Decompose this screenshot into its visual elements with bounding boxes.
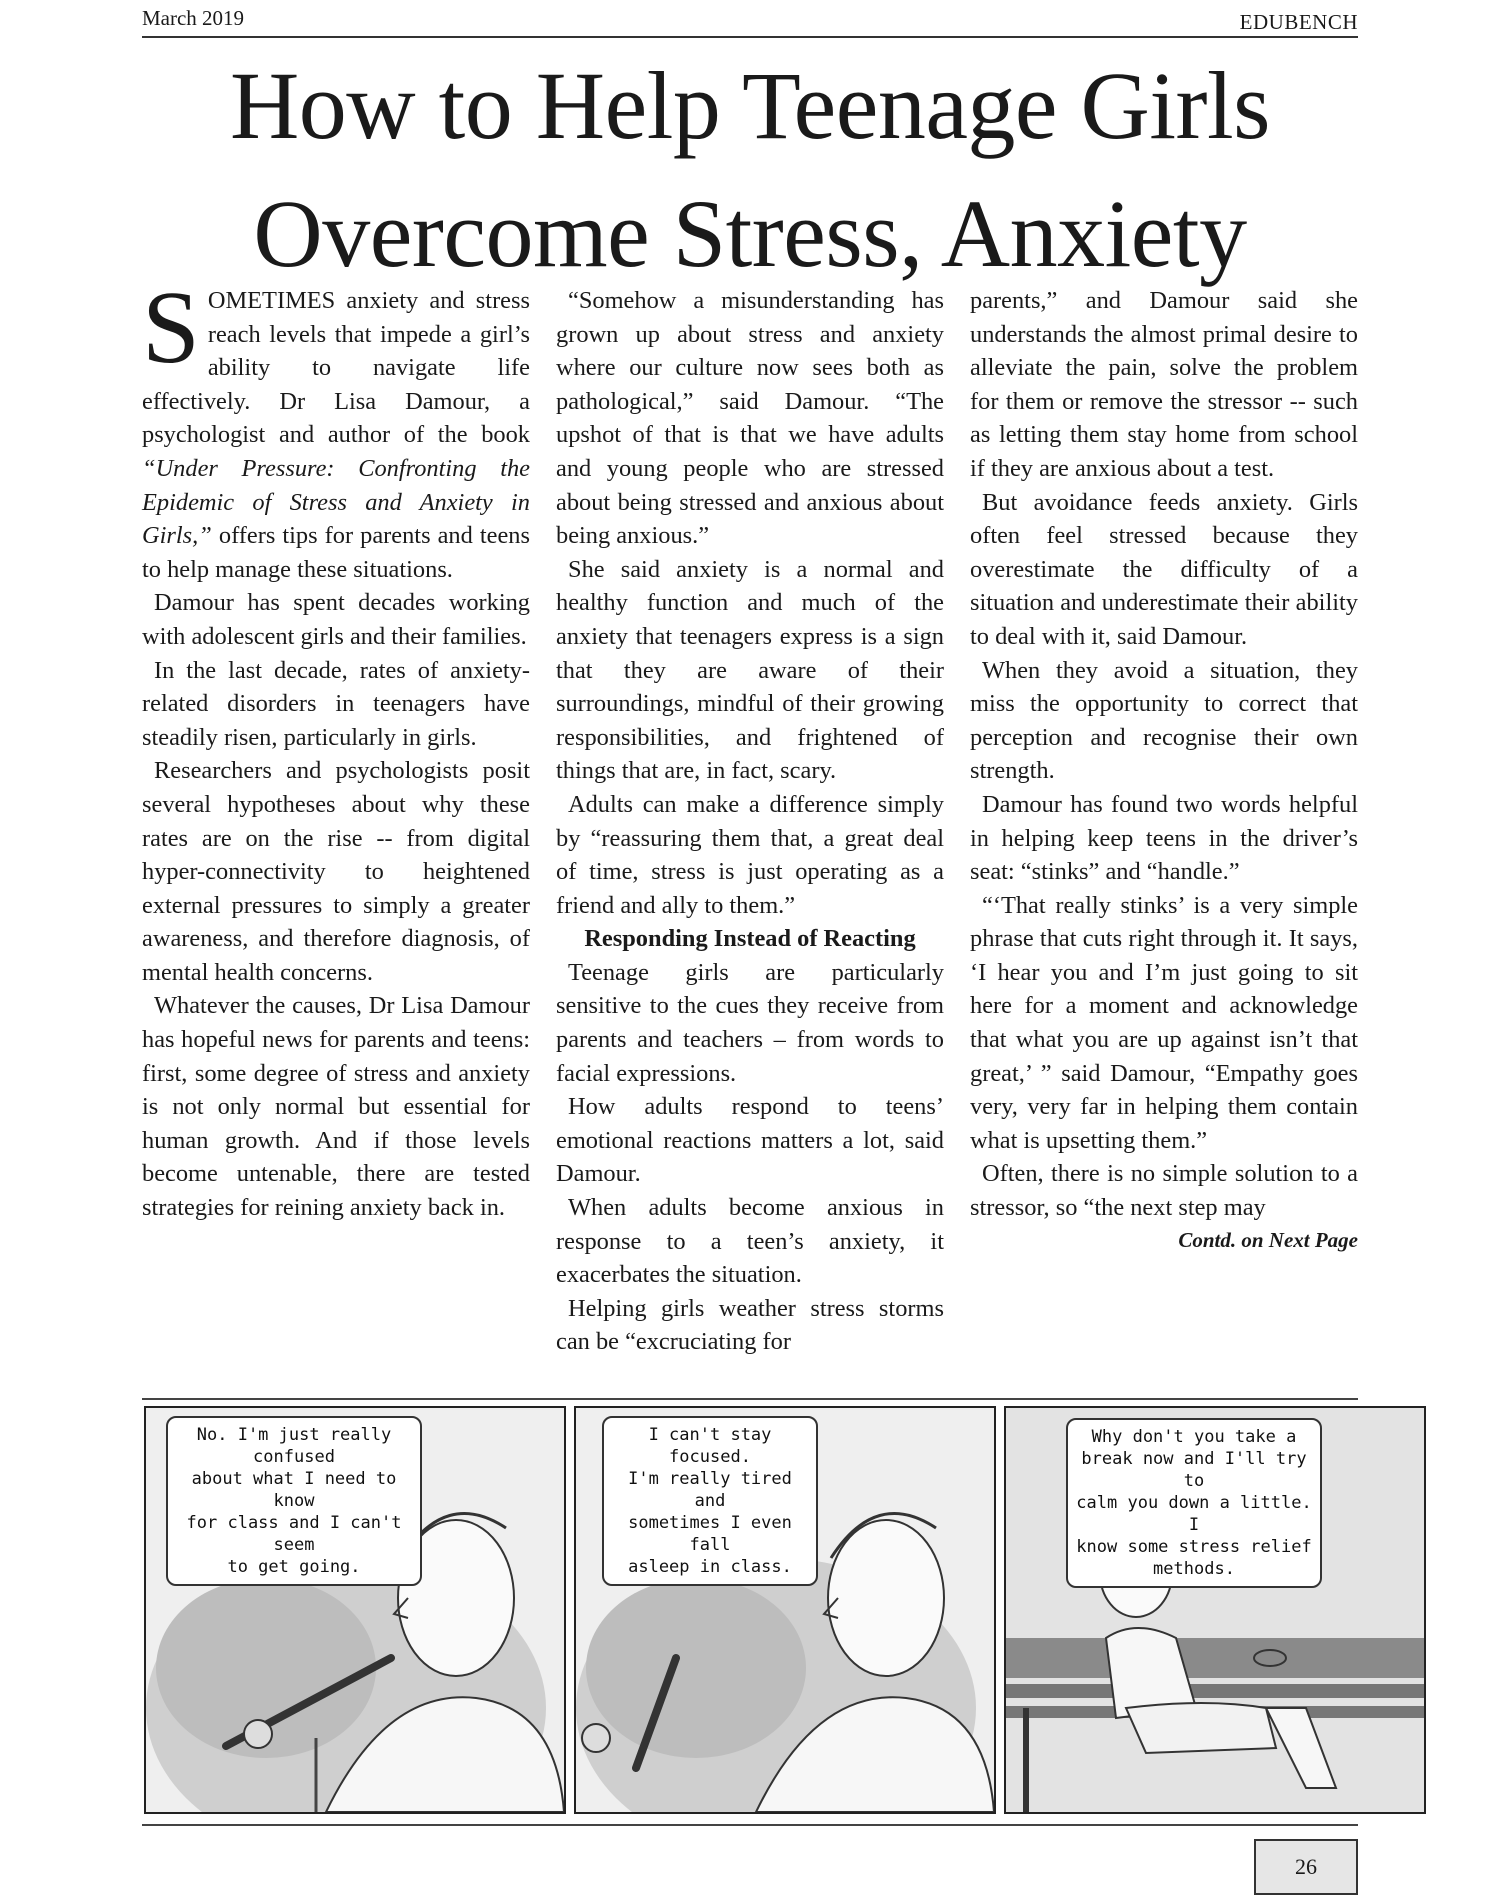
article-title (130, 42, 1370, 298)
paragraph: “‘That really stinks’ is a very simple phrase that cuts right through it. It says, ‘I hear you and I’m just going to sit here for a moment and acknowledge that what you are up against isn’t that great,’ ” said Damour, “Empathy goes very, very far in helping them contain what is upsetting them.” (970, 891, 1358, 1154)
comic-panel-3 (1004, 1406, 1426, 1814)
paragraph: Damour has spent decades working with adolescent girls and their families. (142, 589, 530, 650)
article-column-2 (556, 284, 944, 1359)
speech-bubble: No. I'm just really confused about what I need to know for class and I can't seem to get going. (166, 1416, 422, 1586)
comic-panel-2 (574, 1406, 996, 1814)
paragraph: Adults can make a difference simply by “reassuring them that, a great deal of time, stress is just operating as a friend and ally to them.” (556, 790, 944, 919)
comic-panel-1 (144, 1406, 566, 1814)
book-title: “Under Pressure: Confronting the Epidemic of Stress and Anxiety in Girls,” (142, 454, 530, 550)
title-line-1: How to Help Teenage Girls (229, 52, 1271, 159)
paragraph: How adults respond to teens’ emotional reactions matters a lot, said Damour. (556, 1093, 944, 1188)
article-column-1 (142, 270, 530, 1225)
paragraph: Helping girls weather stress storms can be “excruciating for (556, 1294, 944, 1356)
title-line-2: Overcome Stress, Anxiety (253, 180, 1247, 287)
section-subheading: Responding Instead of Reacting (584, 925, 916, 953)
paragraph: Whatever the causes, Dr Lisa Damour has hopeful news for parents and teens: first, some degree of stress and anxiety is not only normal but essential for human growth. And if those levels become untenable, there are tested strategies for reining anxiety back in. (142, 992, 530, 1222)
paragraph: Researchers and psychologists posit several hypotheses about why these rates are on the rise -- from digital hyper-connectivity to heightened external pressures to simply a greater awareness, and therefore diagnosis, of mental health concerns. (142, 757, 530, 986)
page-number: 26 (1254, 1839, 1358, 1895)
paragraph: When they avoid a situation, they miss the opportunity to correct that perception and recognise their own strength. (970, 656, 1358, 785)
paragraph: “Somehow a misunderstanding has grown up about stress and anxiety where our culture now sees both as pathological,” said Damour. “The upshot of that is that we have adults and young people who are stressed about being stressed and anxious about being anxious.” (556, 287, 944, 550)
paragraph: In the last decade, rates of anxiety-related disorders in teenagers have steadily risen, particularly in girls. (142, 656, 530, 751)
paragraph: When adults become anxious in response to a teen’s anxiety, it exacerbates the situation. (556, 1194, 944, 1289)
header-rule (142, 36, 1358, 38)
paragraph: Damour has found two words helpful in helping keep teens in the driver’s seat: “stinks” and “handle.” (970, 790, 1358, 886)
speech-bubble: Why don't you take a break now and I'll try to calm you down a little. I know some stress relief methods. (1066, 1418, 1322, 1588)
continued-note: Contd. on Next Page (1178, 1227, 1358, 1252)
paragraph-text: offers tips for parents and teens to help manage these situations. (142, 522, 530, 583)
article-column-3 (970, 284, 1358, 1255)
paragraph: Often, there is no simple solution to a stressor, so “the next step may (970, 1160, 1358, 1222)
paragraph: But avoidance feeds anxiety. Girls often feel stressed because they overestimate the difficulty of a situation and underestimate their ability to deal with it, said Damour. (970, 488, 1358, 650)
publication-name: EDUBENCH (1239, 10, 1358, 34)
paragraph-text: OMETIMES anxiety and stress reach levels that impede a girl’s ability to navigate life effectively. Dr Lisa Damour, a psychologist and author of the book (142, 287, 530, 449)
issue-date: March 2019 (142, 6, 245, 30)
paragraph (142, 270, 530, 586)
drop-cap: S (142, 270, 200, 385)
paragraph: She said anxiety is a normal and healthy function and much of the anxiety that teenagers express is a sign that they are aware of their surroundings, mindful of their growing responsibilities, and frightened of things that are, in fact, scary. (556, 555, 944, 785)
speech-bubble: I can't stay focused. I'm really tired and sometimes I even fall asleep in class. (602, 1416, 818, 1586)
paragraph: Teenage girls are particularly sensitive to the cues they receive from parents and teachers – from words to facial expressions. (556, 958, 944, 1087)
paragraph: parents,” and Damour said she understands the almost primal desire to alleviate the pain, solve the problem for them or remove the stressor -- such as letting them stay home from school if they are anxious about a test. (970, 287, 1358, 482)
comic-strip (142, 1398, 1358, 1826)
